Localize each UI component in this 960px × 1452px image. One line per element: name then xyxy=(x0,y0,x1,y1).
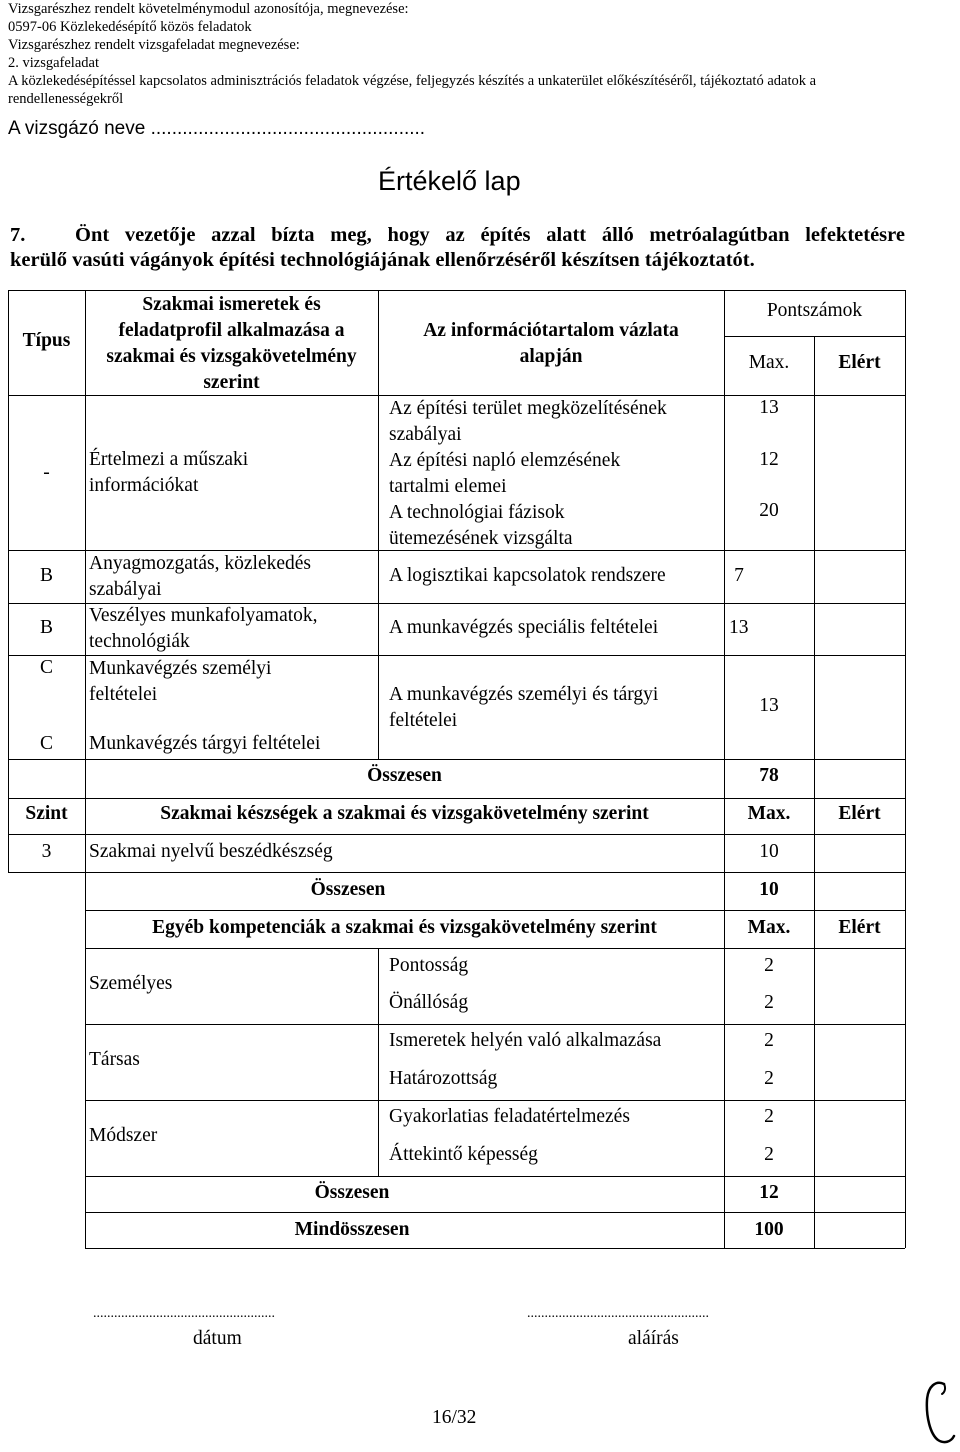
col-header-achieved: Elért xyxy=(838,803,881,824)
row-type: C xyxy=(39,657,53,678)
col-header-achieved: Elért xyxy=(838,352,881,373)
row-info: A munkavégzés speciális feltételei xyxy=(389,617,659,638)
handwritten-initial xyxy=(918,1378,958,1448)
row-knowledge: Munkavégzés tárgyi feltételei xyxy=(89,733,321,754)
skill-level: 3 xyxy=(41,841,52,862)
max-value: 2 xyxy=(764,955,774,976)
col-header-competences: Egyéb kompetenciák a szakmai és vizsgakövetelmény szerint xyxy=(152,917,657,938)
grand-total-value: 100 xyxy=(754,1219,784,1240)
candidate-name-field: A vizsgázó neve .................................................... xyxy=(8,118,426,139)
col-header-level: Szint xyxy=(25,803,68,824)
task-text-line2: kerülő vasúti vágányok építési technológiájának ellenőrzéséről készítsen tájékoztatót. xyxy=(10,249,755,271)
total-label: Összesen xyxy=(310,879,386,900)
total-value: 10 xyxy=(759,879,779,900)
row-info: A logisztikai kapcsolatok rendszere xyxy=(389,565,666,586)
date-label: dátum xyxy=(193,1328,242,1349)
max-value: 20 xyxy=(759,500,779,521)
date-dots: .................................................... xyxy=(93,1306,275,1321)
col-header-points: Pontszámok xyxy=(766,300,863,321)
competence-item: Határozottság xyxy=(389,1068,498,1089)
competence-group-social: Társas xyxy=(89,1049,140,1070)
signature-dots: .................................................... xyxy=(527,1306,709,1321)
max-value: 2 xyxy=(764,992,774,1013)
header-line: A közlekedésépítéssel kapcsolatos adminisztrációs feladatok végzése, feljegyzés készítés a unkaterület előkészítéséről, tájékoztató adatok a xyxy=(8,73,817,89)
info-item: A technológiai fázisok xyxy=(389,502,565,523)
col-header-skills: Szakmai készségek a szakmai és vizsgakövetelmény szerint xyxy=(160,803,649,824)
max-value: 12 xyxy=(759,449,779,470)
competence-item: Önállóság xyxy=(389,992,469,1013)
max-value: 2 xyxy=(764,1144,774,1165)
col-header-info: Az információtartalom vázlata alapján xyxy=(423,320,679,367)
total-label: Összesen xyxy=(314,1182,390,1203)
col-header-achieved: Elért xyxy=(838,917,881,938)
col-header-knowledge: Szakmai ismeretek és feladatprofil alkalmazása a szakmai és vizsgakövetelmény szerint xyxy=(106,294,357,393)
col-header-max: Max. xyxy=(747,917,791,938)
competence-item: Áttekintő képesség xyxy=(389,1144,538,1165)
col-header-max: Max. xyxy=(747,803,791,824)
grand-total-label: Mindösszesen xyxy=(294,1219,410,1240)
info-item: szabályai xyxy=(389,424,462,445)
competence-item: Pontosság xyxy=(389,955,469,976)
signature-label: aláírás xyxy=(628,1328,679,1349)
total-value: 12 xyxy=(759,1182,779,1203)
row-type: - xyxy=(43,462,50,483)
info-item: Az építési napló elemzésének xyxy=(389,450,621,471)
competence-item: Ismeretek helyén való alkalmazása xyxy=(389,1030,662,1051)
col-header-max: Max. xyxy=(748,352,790,373)
competence-item: Gyakorlatias feladatértelmezés xyxy=(389,1106,630,1127)
task-text-line1: Önt vezetője azzal bízta meg, hogy az építés alatt álló metróalagútban lefektetésre xyxy=(75,224,905,246)
competence-group-personal: Személyes xyxy=(89,973,173,994)
competence-group-method: Módszer xyxy=(89,1125,158,1146)
header-line: Vizsgarészhez rendelt vizsgafeladat megnevezése: xyxy=(8,37,300,53)
max-value: 7 xyxy=(734,565,744,586)
info-item: Az építési terület megközelítésének xyxy=(389,398,667,419)
header-line: 0597-06 Közlekedésépítő közös feladatok xyxy=(8,19,252,35)
max-value: 2 xyxy=(764,1030,774,1051)
max-value: 10 xyxy=(759,841,779,862)
info-item: ütemezésének vizsgálta xyxy=(389,528,573,549)
header-line: Vizsgarészhez rendelt követelménymodul azonosítója, megnevezése: xyxy=(8,1,409,17)
col-header-type: Típus xyxy=(22,330,71,351)
page-title: Értékelő lap xyxy=(378,166,521,196)
row-type: B xyxy=(39,617,53,638)
row-knowledge: Anyagmozgatás, közlekedés szabályai xyxy=(89,553,312,600)
max-value: 2 xyxy=(764,1106,774,1127)
max-value: 13 xyxy=(729,617,749,638)
row-info: A munkavégzés személyi és tárgyi feltételei xyxy=(389,684,659,731)
row-type: B xyxy=(39,565,53,586)
max-value: 2 xyxy=(764,1068,774,1089)
total-label: Összesen xyxy=(367,765,442,786)
header-line: rendellenességekről xyxy=(8,91,124,107)
task-number: 7. xyxy=(10,224,26,246)
row-knowledge: Veszélyes munkafolyamatok, technológiák xyxy=(89,605,318,652)
skill-name: Szakmai nyelvű beszédkészség xyxy=(89,841,333,862)
row-info-list xyxy=(389,396,667,552)
total-value: 78 xyxy=(759,765,779,786)
header-line: 2. vizsgafeladat xyxy=(8,55,99,71)
info-item: tartalmi elemei xyxy=(389,476,507,497)
max-value: 13 xyxy=(759,397,779,418)
max-value: 13 xyxy=(759,695,779,716)
row-knowledge: Munkavégzés személyi feltételei xyxy=(89,658,272,705)
row-type: C xyxy=(39,733,53,754)
row-knowledge: Értelmezi a műszaki információkat xyxy=(89,449,249,496)
page-number: 16/32 xyxy=(432,1407,477,1428)
